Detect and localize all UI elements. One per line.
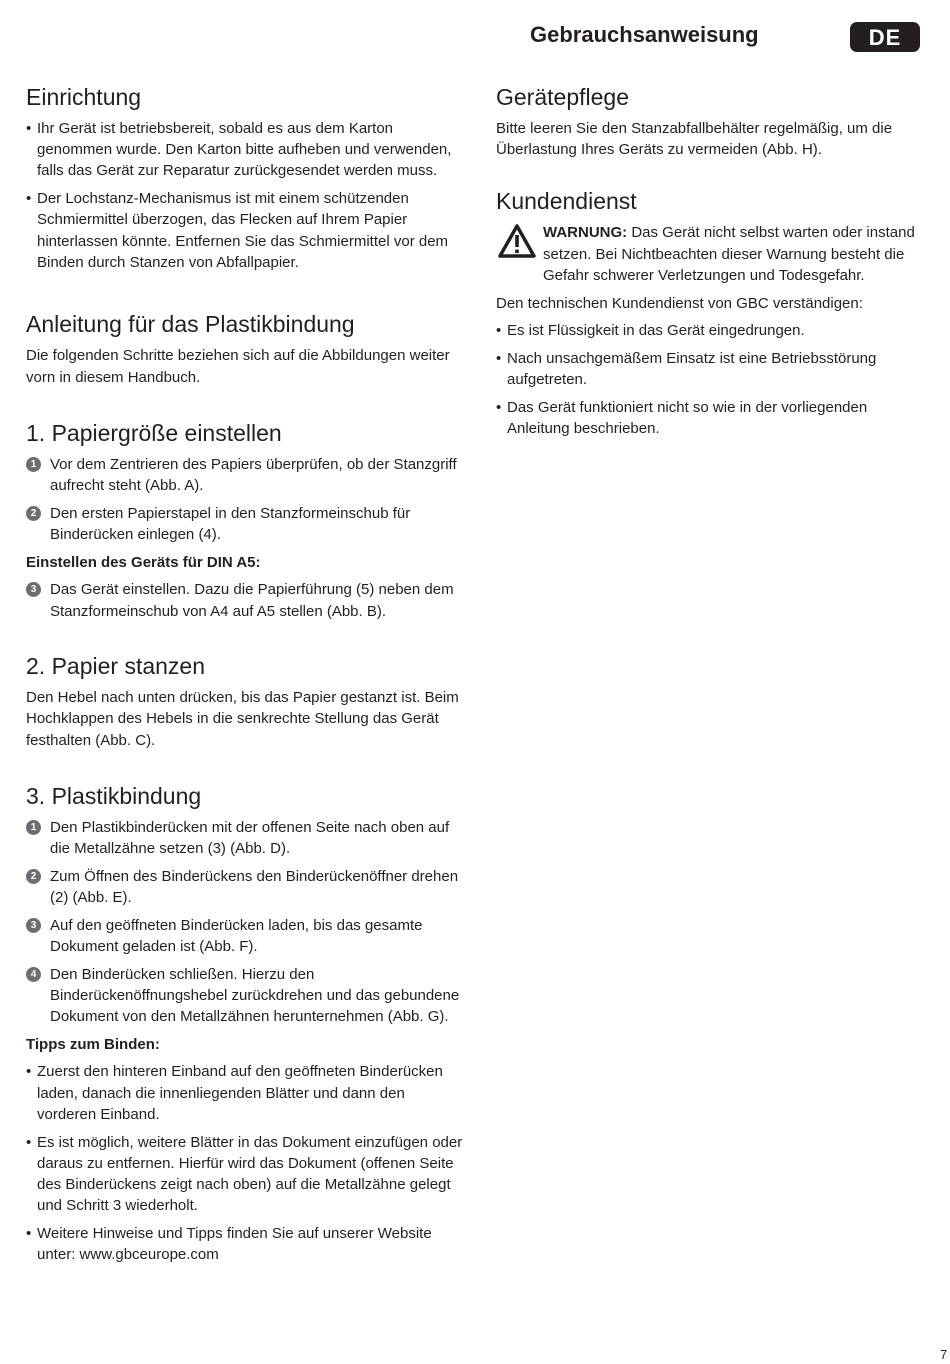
section-heading-pflege: Gerätepflege: [496, 84, 629, 110]
section-heading-papiergroesse: 1. Papiergröße einstellen: [26, 419, 282, 446]
step-number-icon: 2: [26, 869, 41, 884]
left-column: [26, 82, 466, 1272]
step-number-icon: 2: [26, 506, 41, 521]
bullet-item: [496, 348, 926, 390]
bullet-dot: •: [26, 1133, 32, 1151]
bullet-item: [26, 118, 466, 182]
step-number-icon: 1: [26, 457, 41, 472]
step-text: Den ersten Papierstapel in den Stanzformeinschub für Binderücken einlegen (4).: [50, 504, 411, 543]
numbered-step: [26, 915, 466, 957]
bullet-dot: •: [496, 322, 502, 340]
numbered-step: [26, 964, 466, 1028]
step-text: Den Binderücken schließen. Hierzu den Binderückenöffnungshebel zurückdrehen und das gebundene Dokument von den Metallzähnen herunternehmen (Abb. G).: [50, 965, 460, 1025]
numbered-step: [26, 579, 466, 621]
step-text: Vor dem Zentrieren des Papiers überprüfen, ob der Stanzgriff aufrecht steht (Abb. A).: [50, 455, 457, 495]
numbered-step: [26, 454, 466, 496]
bullet-text: Es ist möglich, weitere Blätter in das Dokument einzufügen oder daraus zu entfernen. Hierfür wird das Dokument (offenen Seite des Binderückens zeigt nach oben) auf die Metallzähne gelegt und Schritt 3 wiederholt.: [37, 1133, 463, 1215]
step-number-icon: 3: [26, 918, 41, 933]
step-number-icon: 4: [26, 967, 41, 982]
section-heading-plastikbindung: 3. Plastikbindung: [26, 782, 202, 809]
step-text: Auf den geöffneten Binderücken laden, bis das gesamte Dokument geladen ist (Abb. F).: [50, 916, 423, 955]
right-column: [496, 82, 926, 446]
warning-triangle-icon: [498, 224, 536, 258]
bullet-dot: •: [26, 120, 32, 137]
bullet-item: [26, 188, 466, 273]
paragraph-pflege: Bitte leeren Sie den Stanzabfallbehälter regelmäßig, um die Überlastung Ihres Geräts zu vermeiden (Abb. H).: [496, 120, 893, 159]
paragraph-stanzen: Den Hebel nach unten drücken, bis das Papier gestanzt ist. Beim Hochklappen des Hebels in die senkrechte Stellung das Gerät festhalten (Abb. C).: [26, 689, 459, 749]
bullet-item: [26, 1061, 466, 1125]
bullet-dot: •: [26, 190, 32, 208]
section-heading-einrichtung: Einrichtung: [26, 84, 142, 110]
warning-label: WARNUNG:: [543, 224, 628, 242]
step-text: Das Gerät einstellen. Dazu die Papierführung (5) neben dem Stanzformeinschub von A4 auf A5 stellen (Abb. B).: [50, 581, 454, 620]
warning-block: [496, 222, 926, 286]
subheading-din-a5: Einstellen des Geräts für DIN A5:: [26, 553, 261, 571]
section-heading-kundendienst: Kundendienst: [496, 188, 637, 215]
bullet-item: [496, 397, 926, 439]
step-number-icon: 3: [26, 582, 41, 597]
step-text: Zum Öffnen des Binderückens den Binderückenöffner drehen (2) (Abb. E).: [50, 867, 459, 906]
bullet-dot: •: [496, 398, 502, 416]
bullet-item: [26, 1223, 466, 1265]
bullet-text: Ihr Gerät ist betriebsbereit, sobald es aus dem Karton genommen wurde. Den Karton bitte aufheben und verwenden, falls das Gerät zur Reparatur zurückgesendet werden muss.: [37, 120, 452, 180]
section-heading-anleitung: Anleitung für das Plastikbindung: [26, 311, 355, 338]
bullet-text: Das Gerät funktioniert nicht so wie in der vorliegenden Anleitung beschrieben.: [507, 398, 868, 438]
bullet-text: Es ist Flüssigkeit in das Gerät eingedrungen.: [507, 322, 805, 340]
numbered-step: [26, 866, 466, 908]
subheading-tipps: Tipps zum Binden:: [26, 1035, 160, 1053]
numbered-step: [26, 817, 466, 859]
numbered-step: [26, 503, 466, 545]
bullet-text: Nach unsachgemäßem Einsatz ist eine Betriebsstörung aufgetreten.: [507, 349, 877, 389]
paragraph-anleitung: Die folgenden Schritte beziehen sich auf die Abbildungen weiter vorn in diesem Handbuch.: [26, 347, 450, 386]
bullet-text: Der Lochstanz-Mechanismus ist mit einem schützenden Schmiermittel überzogen, das Flecken auf Ihrem Papier hinterlassen könnte. Entfernen Sie das Schmiermittel vor dem Binden durch Stanzen von Abfallpapier.: [37, 190, 449, 271]
bullet-text: Weitere Hinweise und Tipps finden Sie auf unserer Website unter: www.gbceurope.com: [37, 1224, 432, 1264]
section-heading-stanzen: 2. Papier stanzen: [26, 653, 206, 680]
page-number: 7: [940, 1347, 948, 1362]
bullet-item: [26, 1132, 466, 1217]
warning-text: Das Gerät nicht selbst warten oder instand setzen. Bei Nichtbeachten dieser Warnung besteht die Gefahr schwerer Verletzungen und Todesgefahr.: [543, 224, 915, 284]
bullet-text: Zuerst den hinteren Einband auf den geöffneten Binderücken laden, danach die innenliegenden Blätter und dann den vorderen Einband.: [37, 1063, 443, 1123]
bullet-dot: •: [26, 1063, 32, 1081]
step-text: Den Plastikbinderücken mit der offenen Seite nach oben auf die Metallzähne setzen (3) (Abb. D).: [50, 818, 450, 858]
paragraph-kundendienst-intro: Den technischen Kundendienst von GBC verständigen:: [496, 294, 863, 312]
language-badge: DE: [850, 22, 920, 52]
bullet-dot: •: [26, 1224, 32, 1242]
step-number-icon: 1: [26, 820, 41, 835]
bullet-item: [496, 320, 926, 341]
page-header-title: Gebrauchsanweisung: [530, 22, 759, 47]
bullet-dot: •: [496, 349, 502, 367]
